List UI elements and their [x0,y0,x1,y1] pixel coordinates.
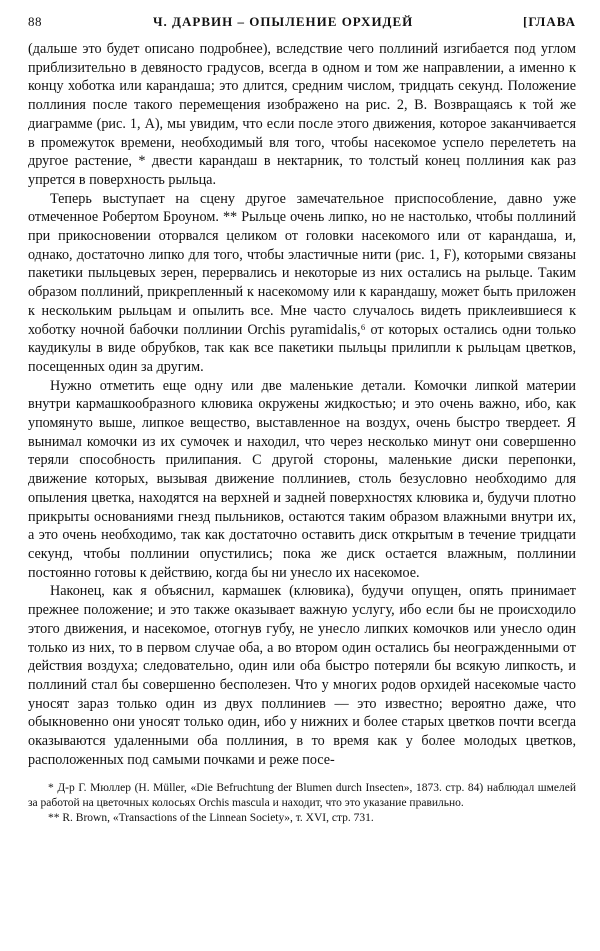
footnote-1: * Д-р Г. Мюллер (H. Müller, «Die Befruchtung der Blumen durch Insecten», 1873. стр. 84) наблюдал шмелей за работой на цветочных колосьях Orchis mascula и находит, что это указание правильно. [28,782,576,810]
paragraph-1: (дальше это будет описано подробнее), вследствие чего поллиний изгибается под углом приблизительно в девяносто градусов, всегда в одном и том же направлении, а именно к концу хоботка или карандаша; это длится, средним числом, тридцать секунд. Положение поллиния после такого перемещения изображено на рис. 2, B. Возвращаясь к той же диаграмме (рис. 1, A), мы увидим, что если после этого движения, которое заканчивается в промежуток времени, необходимый вля того, чтобы насекомое успело перелететь на другое растение, * двести карандаш в нектарник, то толстый конец поллиния как раз упрется в поверхность рыльца. [28,41,576,188]
footnote-2: ** R. Brown, «Transactions of the Linnean Society», т. XVI, стр. 731. [48,812,374,825]
running-title: Ч. ДАРВИН – ОПЫЛЕНИЕ ОРХИДЕЙ [153,14,414,29]
page-number: 88 [28,14,42,29]
paragraph-3: Нужно отметить еще одну или две маленькие детали. Комочки липкой материи внутри кармашкообразного клювика окружены жидкостью; и это очень важно, ибо, как упомянуто выше, липкое вещество, выставленное на воздух, очень быстро твердеет. Я вынимал комочки из их сумочек и находил, что через несколько минут они совершенно теряли способность прилипания. С другой стороны, маленькие диски перепонки, движение которых, вызывая движение поллиниев, столь безусловно необходимо для опыления цветка, находятся на верхней и задней поверхностях клювика и, будучи плотно прикрыты основаниями гнезд пыльников, остаются таким образом влажными внутри их, а это очень необходимо, так как достаточно оставить диск открытым в течение тридцати секунд, чтобы поллинии опустились; пока же диск остается влажным, поллинии постоянно готовы к действию, когда бы ни унесло их насекомое. [28,377,576,581]
paragraph-2: Теперь выступает на сцену другое замечательное приспособление, давно уже отмеченное Робертом Броуном. ** Рыльце очень липко, но не настолько, чтобы поллиний при прикосновении оторвался целиком от головки насекомого или от карандаша, и, однако, достаточно липко для того, чтобы эластичные нити (рис. 1, F), которыми связаны пакетики пыльцевых зерен, перервались и некоторые из них остались на рыльце. Таким образом поллиний, прикрепленный к насекомому или к карандашу, может быть приложен к нескольким рыльцам и опылить все. Мне часто случалось видеть приклеившиеся к хоботку ночной бабочки поллинии Orchis pyramidalis,⁶ от которых остались одни только каудикулы в виде обрубков, так как все пакетики пыльцы прилипли к рыльцам цветков, посещенных один за другим. [28,190,576,375]
book-page [28,14,576,826]
chapter-marker: [ГЛАВА [523,14,576,29]
footnotes [28,781,576,826]
page-header [28,14,576,36]
paragraph-4: Наконец, как я объяснил, кармашек (клювика), будучи опущен, опять принимает прежнее положение; и это также оказывает важную услугу, ибо если бы не происходило этого движения, и насекомое, отогнув губу, не унесло липких комочков или унесло один только из них, то в первом случае оба, а во втором один остались бы неогражденными от действия воздуха; следовательно, один или оба быстро потеряли бы всякую липкость, и поллиний стал бы совершенно бесполезен. Что у многих родов орхидей насекомые часто уносят зараз только один из двух поллиниев — это известно; вероятно даже, что обыкновенно они уносят только один, ибо у нижних и более старых цветков почти всегда оказываются удаленными оба поллиния, в то время как у более молодых цветков, расположенных под самыми почками и реже посе- [28,583,576,768]
